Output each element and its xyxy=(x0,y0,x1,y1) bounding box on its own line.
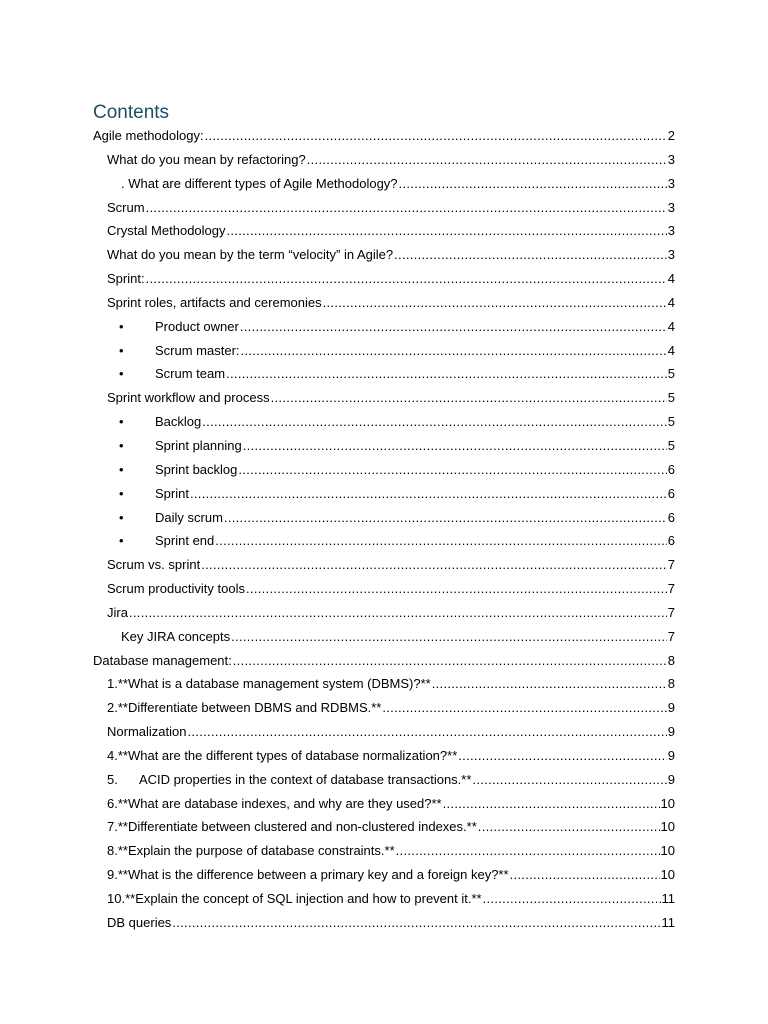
toc-entry[interactable] xyxy=(93,196,675,220)
dot-leader xyxy=(382,699,666,717)
toc-entry-text: Crystal Methodology xyxy=(107,223,226,239)
bullet-icon: • xyxy=(119,366,124,382)
dot-leader xyxy=(241,342,667,360)
toc-entry[interactable] xyxy=(93,386,675,410)
toc-entry-page-number: 6 xyxy=(667,461,675,477)
toc-entry-text: Scrum team xyxy=(155,366,226,382)
toc-entry-page-number: 7 xyxy=(667,628,675,644)
dot-leader xyxy=(240,318,667,336)
toc-entry-text: Normalization xyxy=(107,724,187,740)
toc-entry-label xyxy=(93,127,204,145)
toc-entry[interactable] xyxy=(93,529,675,553)
toc-entry-page-number: 10 xyxy=(660,795,675,811)
dot-leader xyxy=(187,723,666,741)
toc-entry[interactable] xyxy=(93,720,675,744)
toc-entry-page-number: 4 xyxy=(667,318,675,334)
toc-entry-label xyxy=(93,652,232,670)
toc-entry-page-number: 4 xyxy=(667,294,675,310)
toc-entry-page-number: 5 xyxy=(667,390,675,406)
toc-entry[interactable] xyxy=(93,839,675,863)
toc-heading: Contents xyxy=(93,102,170,123)
dot-leader xyxy=(172,914,660,932)
dot-leader xyxy=(202,413,667,431)
dot-leader xyxy=(396,842,660,860)
toc-entry-number: 4. xyxy=(107,747,118,763)
toc-entry-text: **What are the different types of database normalization?** xyxy=(117,747,458,763)
toc-entry-page-number: 4 xyxy=(667,342,675,358)
toc-entry-text: Sprint backlog xyxy=(155,461,238,477)
toc-entry-text: Scrum vs. sprint xyxy=(107,557,201,573)
toc-entry-label xyxy=(107,890,482,908)
toc-entry-page-number: 7 xyxy=(667,581,675,597)
dot-leader xyxy=(224,509,667,527)
toc-entry-text: ACID properties in the context of database transactions.** xyxy=(139,771,472,787)
toc-entry[interactable] xyxy=(93,863,675,887)
toc-list xyxy=(93,124,675,935)
toc-entry-label xyxy=(155,532,214,550)
dot-leader xyxy=(458,747,667,765)
dot-leader xyxy=(246,580,667,598)
dot-leader xyxy=(472,771,666,789)
toc-entry-page-number: 10 xyxy=(660,867,675,883)
toc-entry-page-number: 5 xyxy=(667,414,675,430)
dot-leader xyxy=(478,818,660,836)
dot-leader xyxy=(146,270,667,288)
toc-entry-label xyxy=(107,294,322,312)
dot-leader xyxy=(129,604,667,622)
toc-entry-page-number: 10 xyxy=(660,843,675,859)
toc-entry-text: **What is the difference between a primary key and a foreign key?** xyxy=(117,867,509,883)
toc-entry-text: Product owner xyxy=(155,318,239,334)
toc-entry-label xyxy=(107,842,395,860)
toc-entry[interactable] xyxy=(93,219,675,243)
toc-entry-label xyxy=(107,580,245,598)
toc-entry[interactable] xyxy=(93,315,675,339)
toc-entry-text: . What are different types of Agile Methodology? xyxy=(121,175,398,191)
toc-entry-label xyxy=(107,222,226,240)
toc-entry-label xyxy=(107,866,509,884)
dot-leader xyxy=(227,222,667,240)
toc-entry-page-number: 2 xyxy=(667,128,675,143)
dot-leader xyxy=(233,652,667,670)
toc-entry[interactable] xyxy=(93,792,675,816)
toc-entry-label xyxy=(107,199,145,217)
toc-entry-text: Daily scrum xyxy=(155,509,223,525)
toc-entry-number: 9. xyxy=(107,867,118,883)
toc-entry-label xyxy=(107,675,431,693)
toc-entry[interactable] xyxy=(93,124,675,148)
toc-entry-page-number: 9 xyxy=(667,771,675,787)
toc-entry[interactable] xyxy=(93,768,675,792)
dot-leader xyxy=(215,532,667,550)
toc-entry-page-number: 8 xyxy=(667,652,675,668)
toc-entry-text: Sprint xyxy=(155,485,189,501)
dot-leader xyxy=(323,294,667,312)
toc-entry[interactable] xyxy=(93,506,675,530)
dot-leader xyxy=(146,199,667,217)
toc-entry-text: **Differentiate between DBMS and RDBMS.** xyxy=(117,700,382,716)
toc-entry-page-number: 3 xyxy=(667,175,675,191)
toc-entry-text: Scrum xyxy=(107,199,145,215)
toc-entry-text: Sprint roles, artifacts and ceremonies xyxy=(107,294,322,310)
toc-entry-page-number: 3 xyxy=(667,199,675,215)
toc-entry-number: 10. xyxy=(107,891,126,906)
dot-leader xyxy=(205,127,667,145)
toc-entry-label xyxy=(155,342,240,360)
toc-entry[interactable] xyxy=(93,815,675,839)
toc-entry-page-number: 9 xyxy=(667,724,675,740)
dot-leader xyxy=(443,795,660,813)
toc-entry-text: Agile methodology: xyxy=(93,128,204,143)
toc-entry[interactable] xyxy=(93,911,675,935)
bullet-icon: • xyxy=(119,342,124,358)
bullet-icon: • xyxy=(119,533,124,549)
toc-entry[interactable] xyxy=(93,243,675,267)
toc-entry-text: Sprint: xyxy=(107,271,145,287)
toc-entry-number: 2. xyxy=(107,700,118,716)
toc-entry-label xyxy=(107,747,457,765)
toc-entry-label xyxy=(107,270,145,288)
bullet-icon: • xyxy=(119,414,124,430)
dot-leader xyxy=(238,461,666,479)
toc-entry[interactable] xyxy=(93,458,675,482)
toc-entry-text: Sprint end xyxy=(155,533,215,549)
toc-entry[interactable] xyxy=(93,744,675,768)
toc-entry-label xyxy=(155,365,225,383)
toc-entry-text: Scrum master: xyxy=(155,342,240,358)
toc-entry[interactable] xyxy=(93,649,675,673)
toc-entry-text: **Explain the concept of SQL injection and how to prevent it.** xyxy=(125,891,482,906)
toc-entry-page-number: 4 xyxy=(667,271,675,287)
toc-entry-page-number: 3 xyxy=(667,247,675,263)
toc-entry-text: What do you mean by refactoring? xyxy=(107,151,306,167)
toc-entry[interactable] xyxy=(93,410,675,434)
toc-entry[interactable] xyxy=(93,362,675,386)
toc-entry-label xyxy=(107,818,477,836)
toc-entry-number: 6. xyxy=(107,795,118,811)
toc-entry-label xyxy=(107,556,200,574)
toc-entry-label xyxy=(107,151,306,169)
toc-entry-page-number: 8 xyxy=(667,676,675,692)
toc-entry[interactable] xyxy=(93,601,675,625)
toc-entry-text: DB queries xyxy=(107,914,172,930)
dot-leader xyxy=(432,675,667,693)
toc-entry[interactable] xyxy=(93,482,675,506)
toc-entry-number: 8. xyxy=(107,843,118,859)
dot-leader xyxy=(201,556,667,574)
toc-entry-label xyxy=(107,795,442,813)
toc-entry-text: Backlog xyxy=(155,414,202,430)
toc-entry[interactable] xyxy=(93,577,675,601)
dot-leader xyxy=(510,866,660,884)
toc-entry-text: Sprint workflow and process xyxy=(107,390,270,406)
dot-leader xyxy=(307,151,667,169)
toc-entry[interactable] xyxy=(93,696,675,720)
toc-entry-text: **What is a database management system (DBMS)?** xyxy=(117,676,431,692)
toc-entry-page-number: 6 xyxy=(667,509,675,525)
bullet-icon: • xyxy=(119,437,124,453)
toc-entry-text: Sprint planning xyxy=(155,437,242,453)
toc-entry-label xyxy=(155,413,201,431)
toc-entry-page-number: 5 xyxy=(667,366,675,382)
toc-entry[interactable] xyxy=(93,172,675,196)
bullet-icon: • xyxy=(119,318,124,334)
toc-entry[interactable] xyxy=(93,434,675,458)
toc-entry-page-number: 10 xyxy=(660,819,675,835)
bullet-icon: • xyxy=(119,461,124,477)
toc-entry-text: **Differentiate between clustered and non-clustered indexes.** xyxy=(117,819,477,835)
toc-entry-page-number: 7 xyxy=(667,604,675,620)
toc-entry-page-number: 11 xyxy=(661,914,675,930)
toc-entry-label xyxy=(155,485,189,503)
toc-entry-page-number: 11 xyxy=(661,891,675,906)
toc-entry-text: Jira xyxy=(107,604,128,620)
toc-entry-page-number: 5 xyxy=(667,437,675,453)
toc-entry[interactable] xyxy=(93,887,675,911)
toc-entry-text: What do you mean by the term “velocity” in Agile? xyxy=(107,247,394,263)
dot-leader xyxy=(271,389,667,407)
toc-entry-label xyxy=(107,389,270,407)
dot-leader xyxy=(483,890,661,908)
toc-entry[interactable] xyxy=(93,291,675,315)
bullet-icon: • xyxy=(119,485,124,501)
toc-entry-label xyxy=(121,175,398,193)
toc-entry[interactable] xyxy=(93,267,675,291)
dot-leader xyxy=(399,175,667,193)
toc-entry-text: Scrum productivity tools xyxy=(107,581,245,597)
toc-entry-label xyxy=(107,771,471,789)
dot-leader xyxy=(231,628,667,646)
toc-entry-number: 1. xyxy=(107,676,118,692)
toc-entry-page-number: 6 xyxy=(667,485,675,501)
toc-entry-number: 7. xyxy=(107,819,118,835)
toc-entry-text: **What are database indexes, and why are they used?** xyxy=(117,795,442,811)
toc-entry[interactable] xyxy=(93,672,675,696)
bullet-icon: • xyxy=(119,509,124,525)
toc-entry-label xyxy=(121,628,230,646)
toc-entry-label xyxy=(107,246,393,264)
toc-entry[interactable] xyxy=(93,553,675,577)
toc-entry-page-number: 7 xyxy=(667,557,675,573)
toc-entry[interactable] xyxy=(93,148,675,172)
toc-entry-label xyxy=(155,318,239,336)
toc-entry-label xyxy=(155,461,237,479)
dot-leader xyxy=(226,365,667,383)
toc-entry-page-number: 9 xyxy=(667,700,675,716)
dot-leader xyxy=(394,246,667,264)
toc-entry[interactable] xyxy=(93,339,675,363)
toc-entry-page-number: 3 xyxy=(667,223,675,239)
toc-entry-page-number: 9 xyxy=(667,747,675,763)
toc-entry-label xyxy=(107,914,171,932)
toc-entry[interactable] xyxy=(93,625,675,649)
toc-entry-label xyxy=(107,723,186,741)
toc-entry-text: **Explain the purpose of database constraints.** xyxy=(117,843,395,859)
dot-leader xyxy=(243,437,667,455)
toc-entry-page-number: 6 xyxy=(667,533,675,549)
toc-entry-number: 5. xyxy=(107,771,118,787)
toc-entry-page-number: 3 xyxy=(667,151,675,167)
toc-entry-label xyxy=(155,437,242,455)
toc-entry-label xyxy=(155,509,223,527)
toc-entry-text: Database management: xyxy=(93,652,232,668)
dot-leader xyxy=(190,485,667,503)
toc-entry-label xyxy=(107,699,381,717)
toc-entry-text: Key JIRA concepts xyxy=(121,628,231,644)
toc-entry-label xyxy=(107,604,128,622)
